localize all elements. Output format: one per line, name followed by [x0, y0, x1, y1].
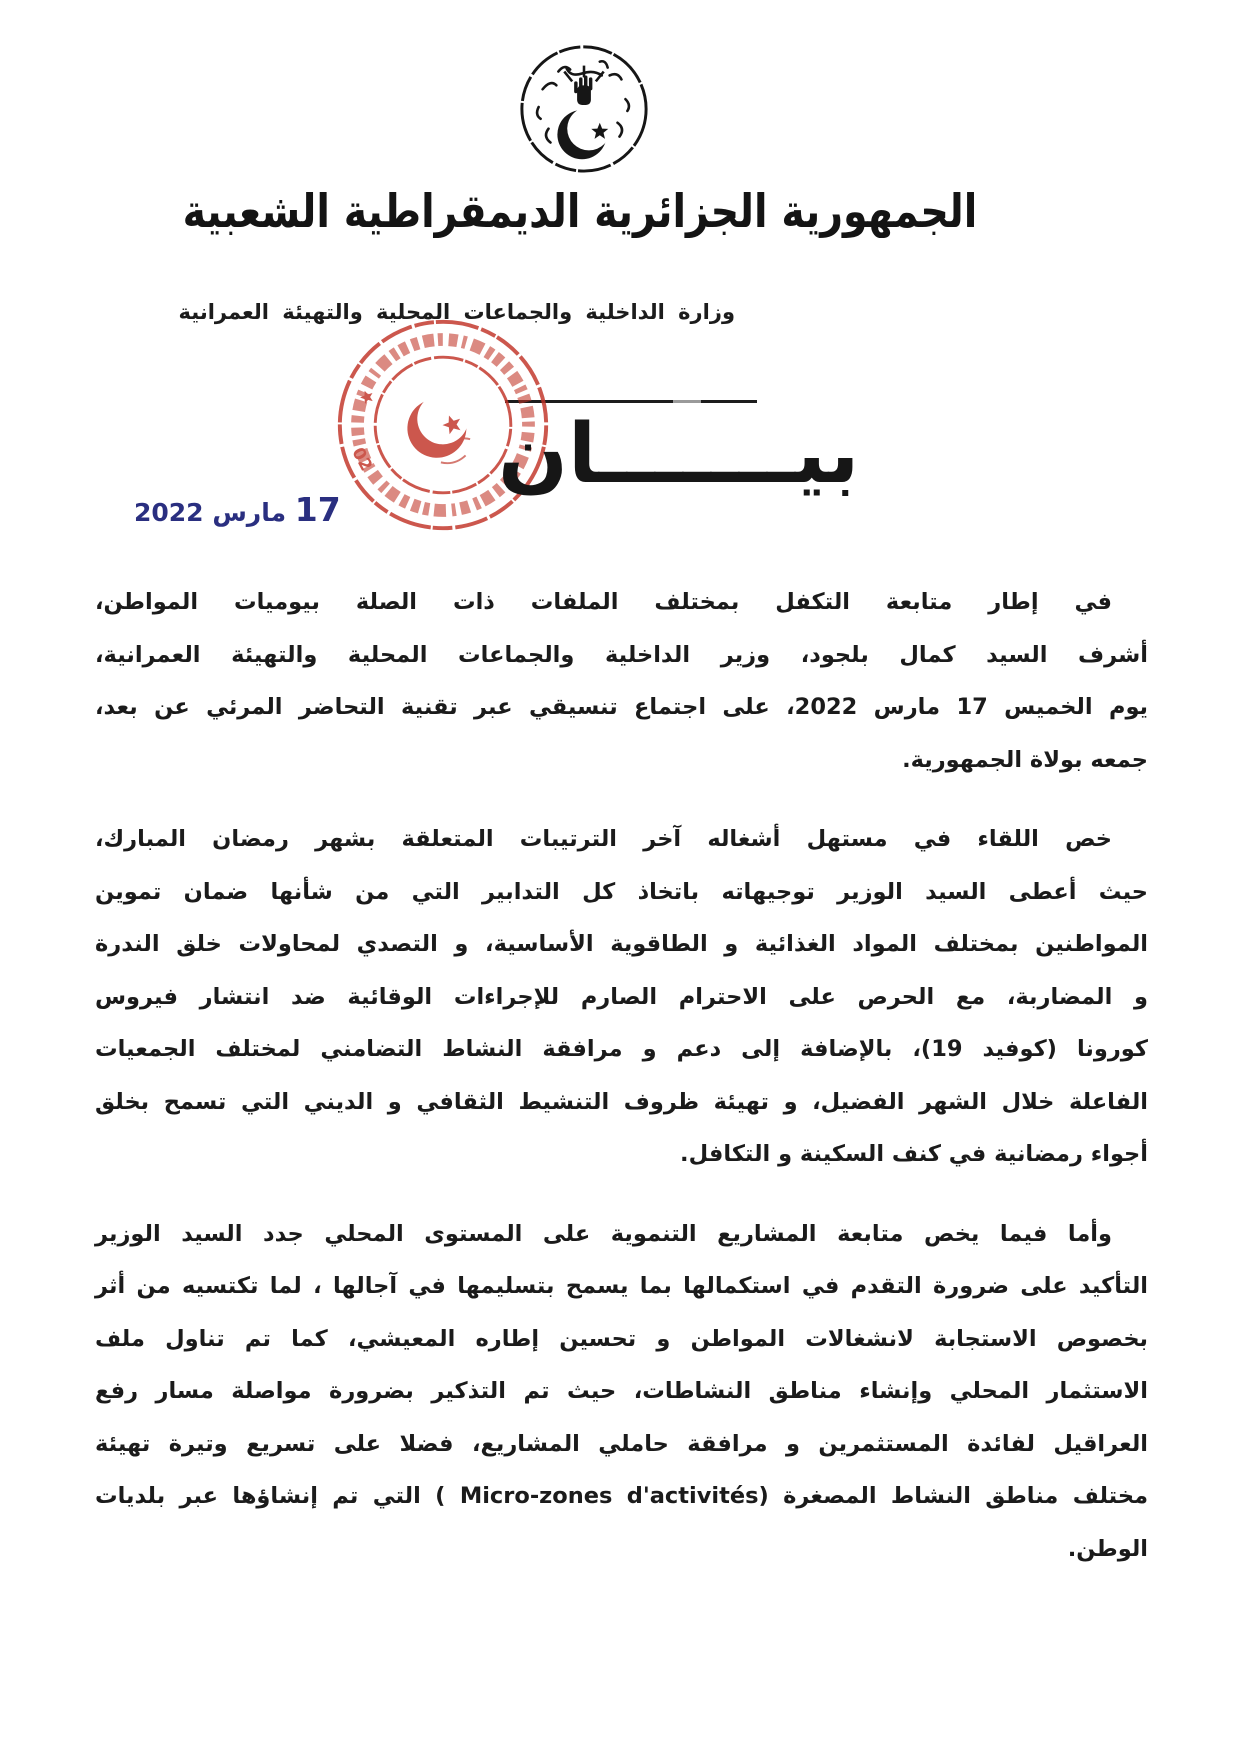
- body-text-line: في إطار متابعة التكفل بمختلف الملفات ذات الصلة بيوميات المواطن،: [95, 589, 1112, 615]
- date-stamp: [134, 490, 341, 529]
- body-text-line: أشرف السيد كمال بلجود، وزير الداخلية والجماعات المحلية والتهيئة العمرانية،: [95, 641, 1148, 668]
- date-stamp-month: مارس: [212, 498, 287, 527]
- body-text-line: كورونا (كوفيد 19)، بالإضافة إلى دعم و مرافقة النشاط التضامني لمختلف الجمعيات: [95, 1036, 1148, 1062]
- statement-body: [95, 576, 1148, 1602]
- body-text-line: حيث أعطى السيد الوزير توجيهاته باتخاذ كل التدابير التي من شأنها ضمان تموين: [95, 878, 1148, 905]
- body-paragraph: [95, 813, 1148, 1181]
- body-text-line: أجواء رمضانية في كنف السكينة و التكافل.: [680, 1141, 1148, 1167]
- body-text-line: وأما فيما يخص متابعة المشاريع التنموية على المستوى المحلي جدد السيد الوزير: [95, 1220, 1112, 1247]
- body-text-line: المواطنين بمختلف المواد الغذائية و الطاقوية الأساسية، و التصدي لمحاولات خلق الندرة: [95, 931, 1148, 957]
- body-text-line: خص اللقاء في مستهل أشغاله آخر الترتيبات المتعلقة بشهر رمضان المبارك،: [95, 826, 1112, 852]
- national-emblem-icon: [515, 38, 653, 176]
- body-paragraph: [95, 1208, 1148, 1576]
- date-stamp-day: 17: [294, 490, 341, 529]
- body-text-line: الاستثمار المحلي وإنشاء مناطق النشاطات، حيث تم التذكير بضرورة مواصلة مسار رفع: [95, 1378, 1148, 1404]
- body-text-line: بخصوص الاستجابة لانشغالات المواطن و تحسين إطاره المعيشي، كما تم تناول ملف: [95, 1325, 1148, 1352]
- body-text-line: العراقيل لفائدة المستثمرين و مرافقة حاملي المشاريع، فضلا على تسريع وتيرة تهيئة: [95, 1430, 1148, 1457]
- body-text-line: جمعه بولاة الجمهورية.: [902, 746, 1148, 773]
- ministry-title: وزارة الداخلية والجماعات المحلية والتهيئة العمرانية: [178, 300, 735, 324]
- republic-title: الجمهورية الجزائرية الديمقراطية الشعبية: [182, 184, 978, 238]
- body-paragraph: [95, 576, 1148, 786]
- body-text-line: التأكيد على ضرورة التقدم في استكمالها بما يسمح بتسليمها في آجالها ، لما تكتسيه من أثر: [95, 1273, 1148, 1299]
- body-text-line: يوم الخميس 17 مارس 2022، على اجتماع تنسيقي عبر تقنية التحاضر المرئي عن بعد،: [95, 694, 1148, 720]
- body-text-line: الفاعلة خلال الشهر الفضيل، و تهيئة ظروف التنشيط الثقافي و الديني التي تسمح بخلق: [95, 1088, 1148, 1115]
- stamp-number: 02: [348, 443, 377, 474]
- date-stamp-year: 2022: [134, 498, 204, 527]
- statement-title: بيـــــــان: [498, 407, 860, 502]
- body-text-line: و المضاربة، مع الحرص على الاحترام الصارم للإجراءات الوقائية ضد انتشار فيروس: [95, 983, 1148, 1010]
- body-text-line: مختلف مناطق النشاط المصغرة (Micro-zones d'activités ) التي تم إنشاؤها عبر بلديات الوطن.: [95, 1483, 1149, 1562]
- divider-notch: [673, 400, 701, 403]
